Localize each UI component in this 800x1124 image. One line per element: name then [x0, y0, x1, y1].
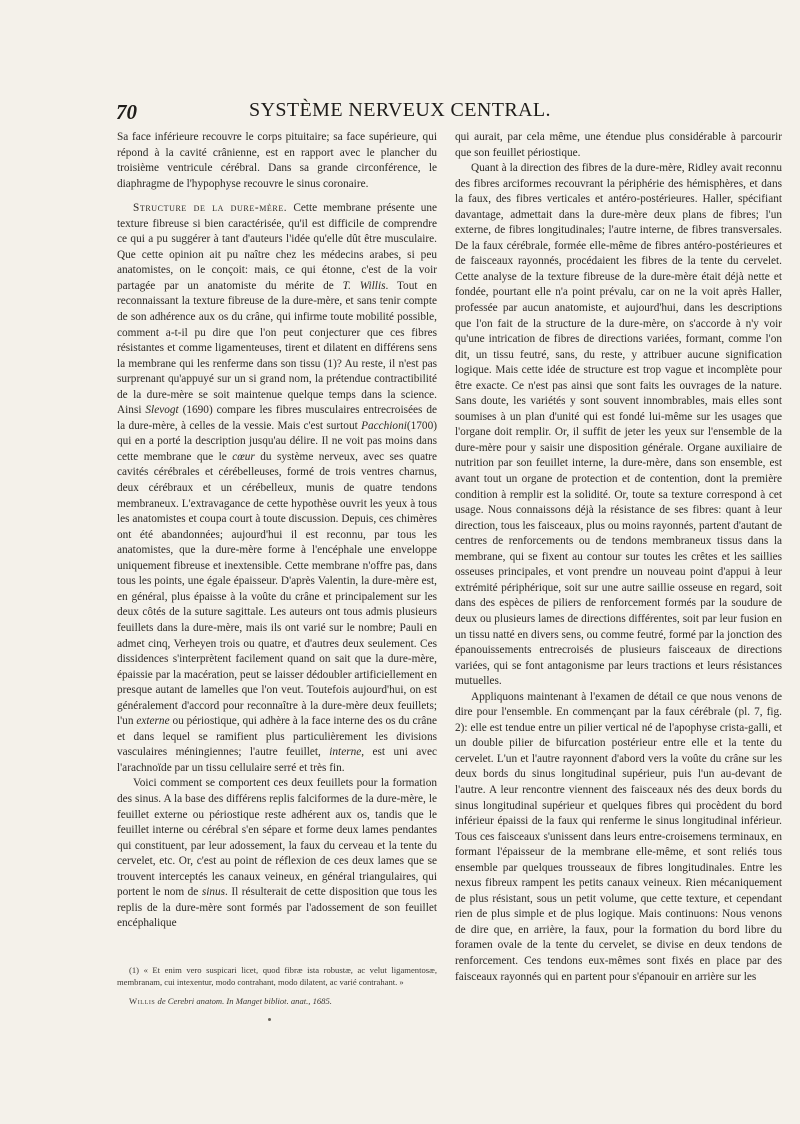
text-run: Voici comment se comportent ces deux feuillets pour la formation des sinus. A la base des différens replis falciformes de la dure-mère, le feuillet externe ou périostique reste adhérent aux os, tandis que le feuillet interne ou cérébral s'en sépare et forme deux lames pendantes qui constituent, par leur adossement, la faux du cerveau et la tente du cervelet, etc. Or, c'est au point de réflexion de ces deux lames que se trouvent interceptés les canaux veineux, en général triangulaires, qui portent le nom de — [117, 777, 437, 899]
text-run: . Il résulterait de cette disposition que tous les replis de la dure-mère sont formés par l'adossement de son feuillet encéphalique — [117, 886, 438, 930]
paragraph: qui aurait, par cela même, une étendue plus considérable à parcourir que son feuillet périostique. — [455, 131, 782, 159]
text-run: (1690) compare les fibres musculaires entrecroisées de la dure-mère, à celles de la vessie. Mais c'est surtout — [117, 404, 437, 432]
paragraph: Quant à la direction des fibres de la dure-mère, Ridley avait reconnu des fibres arciformes recouvrant la périphérie des hémisphères, et dans la faux, des fibres verticales et antéro-postérieures. Haller, spécifiant davantage, admettait dans la dure-mère deux plans de fibres; l'un externe, de fibres longitudinales; l'autre interne, de fibres transversales. De la faux cérébrale, formée elle-même de fibres antéro-postérieures et de faisceaux rayonnés, procédaient les fibres de la tente du cervelet. Cette analyse de la texture fibreuse de la dure-mère était déjà nette et fondée, pourtant elle n'a point prévalu, car on ne la voit après Haller, professée par aucun anatomiste, et aujourd'hui, dans les descriptions que l'on fait de la structure de la dure-mère, on s'accorde à n'y voir qu'une intrication de fibres de directions variées, formant, comme l'on dit, un tissu feutré, sans, du reste, y attribuer aucune signification logique. Mais cette idée de structure est trop vague et incomplète pour être exacte. Ce n'est pas ainsi que sont faits les ouvrages de la nature. Sans doute, les variétés y sont souvent innombrables, mais elles sont soumises à un plan d'unité qui est fondé lui-même sur les usages que l'organe doit remplir. Or, il suffit de jeter les yeux sur l'ensemble de la dure-mère pour y saisir une disposition générale. Organe auxiliaire de nutrition par son feuillet interne, la dure-mère, dans son ensemble, est avant tout un organe de protection et de contention, dont la première condition à remplir est la solidité. Or, toute sa texture correspond à cet usage. Nous connaissons déjà la résistance de ses fibres: quant à leur direction, tous les faisceaux, plus ou moins rayonnés, partent d'autant de centres de renforcements ou de tendons membraneux tissus dans la membrane, qui se fixent au contour sur toutes les crêtes et les saillies osseuses principales, et vont prendre un nouveau point d'appui à leur extrémité périphérique, soit sur une autre saillie osseuse en regard, soit dans des espèces de piliers de renforcement formés par la soudure de deux ou plusieurs lames de directions différentes, soit par leur fusion en un tissu natté en divers sens, ou comme feutré, formé par la jonction des épanouissements entrecroisés de plusieurs faisceaux de directions variées, qui se font antagonisme par leurs tractions et leurs résistances mutuelles. — [455, 162, 782, 688]
text-run: , est uni avec l'arachnoïde par un tissu cellulaire serré et très fin. — [117, 746, 437, 774]
source-author: Willis — [129, 995, 156, 1006]
author-name: Slevogt — [145, 404, 179, 417]
right-column — [455, 130, 782, 985]
emphasis: sinus — [201, 886, 226, 899]
author-name: Pacchioni — [361, 419, 407, 432]
footnotes — [117, 964, 437, 1008]
author-name: T. Willis — [342, 279, 386, 292]
ornament-dot — [268, 1018, 271, 1021]
paragraph — [117, 776, 437, 931]
text-run: Cette membrane présente une texture fibreuse si bien caractérisée, qu'il est difficile de comprendre ce qui a pu suggérer à tant d'auteurs l'idée qu'elle dût être musculaire. Que cette opinion ait pu naître chez les médecins arabes, si peu anatomistes, on le conçoit: mais, ce qui étonne, c'est de la voir partagée par un anatomiste du mérite de — [117, 202, 438, 292]
page-number: 70 — [116, 100, 137, 124]
paragraph — [117, 201, 437, 776]
running-title: SYSTÈME NERVEUX CENTRAL. — [249, 99, 551, 121]
section-heading: Structure de la dure-mère. — [133, 202, 288, 215]
emphasis: cœur — [232, 450, 255, 463]
source-title: de Cerebri anatom. In Manget bibliot. anat., 1685. — [155, 995, 332, 1006]
emphasis: interne — [329, 746, 362, 759]
left-column — [117, 130, 437, 1007]
paragraph: Appliquons maintenant à l'examen de détail ce que nous venons de dire pour l'ensemble. En commençant par la faux cérébrale (pl. 7, fig. 2): elle est tendue entre un pilier vertical né de l'apophyse crista-galli, et un double pilier de bifurcation postérieur entre elle et la tente du cervelet. L'un et l'autre rayonnent d'abord vers la voûte du crâne sur les deux bords du sinus longitudinal supérieur, puis l'un au-devant de l'autre. A leur rencontre viennent des faisceaux nés des deux bords du sinus longitudinal supérieur et quelques fibres qui procèdent du bord inférieur épaissi de la faux qui renferme le sinus longitudinal inférieur. Tous ces faisceaux s'unissent dans leurs entre-croisemens terminaux, en formant l'épaisseur de la membrane elle-même, et sont reliés tous ensemble par quelques trousseaux de fibres longitudinales. Entre les nexus fibreux rampent les petits canaux veineux. Rien mécaniquement de plus résistant, sous un petit volume, que cette texture, et cependant rien de plus simple et de plus logique. Mais continuons: Nous venons de dire que, en arrière, la faux, pour la formation du bord libre du foramen ovale de la tente du cervelet, se divise en deux tendons de renforcement. Ces tendons eux-mêmes sont fixés en place par des faisceaux rayonnés qui en partent pour s'épanouir en arrière sur les — [455, 690, 782, 983]
text-run: (1700) qui en a porté la description jusqu'au délire. Il ne voit pas moins dans cette membrane que le — [117, 419, 437, 463]
paragraph: Sa face inférieure recouvre le corps pituitaire; sa face supérieure, qui répond à la cavité crânienne, est en rapport avec le plancher du troisième ventricule cérébral. Dans sa grande circonférence, le diaphragme de l'hypophyse recouvre le sinus coronaire. — [117, 131, 437, 190]
emphasis: externe — [136, 715, 170, 728]
footnote: (1) « Et enim vero suspicari licet, quod fibræ ista robustæ, ac velut ligamentosæ, membranam, cui intexentur, modo contrahant, modo dilatent, ac varié contrahant. » — [117, 964, 437, 988]
text-run: du système nerveux, avec ses quatre cavités cérébrales et cérébelleuses, formé de trois ventres charnus, deux cérébraux et un cérébelleux, munis de quatre tendons membraneux. L'extravagance de cette hypothèse ouvrit les yeux à tous les anatomistes et coupa court à toute discussion. Depuis, ces chimères ont été abandonnées; aujourd'hui il est reconnu, par tous les anatomistes, que la dure-mère forme à l'encéphale une enveloppe uniquement fibreuse et inextensible. Cette membrane n'offre pas, dans tous les points, une égale épaisseur. D'après Valentin, la dure-mère est, en général, plus épaisse à la voûte du crâne et principalement sur les deux côtés de la suture sagittale. Les auteurs ont tous admis plusieurs feuillets dans la dure-mère, mais ils ont varié sur le nombre; Pauli en admet cinq, Verheyen trois ou quatre, et d'autres deux seulement. Ces dissidences s'interprètent facilement quand on sait que la dure-mère, épaissie par la macération, peut se laisser dédoubler artificiellement en presque autant de lamelles que l'on veut. Toutefois aujourd'hui, on est généralement d'accord pour reconnaître à la dure-mère deux feuillets; l'un — [117, 450, 437, 728]
footnote-source — [117, 995, 437, 1008]
text-run: ou périostique, qui adhère à la face interne des os du crâne et dans lequel se ramifient plus particulièrement les divisions vasculaires méningiennes; l'autre feuillet, — [117, 715, 438, 759]
text-run: . Tout en reconnaissant la texture fibreuse de la dure-mère, et sans tenir compte de son adhérence aux os du crâne, qui infirme toute mobilité possible, comment a-t-il pu dire que l'on peut conjecturer que ces fibres résistantes et comme ligamenteuses, tirent et dilatent en différens sens la membrane qui les renferme dans son tissu (1)? Au reste, il n'est pas surprenant qu'appuyé sur un si grand nom, la prétendue contractibilité de la dure-mère se soit maintenue quelque temps dans la science. Ainsi — [117, 279, 437, 417]
